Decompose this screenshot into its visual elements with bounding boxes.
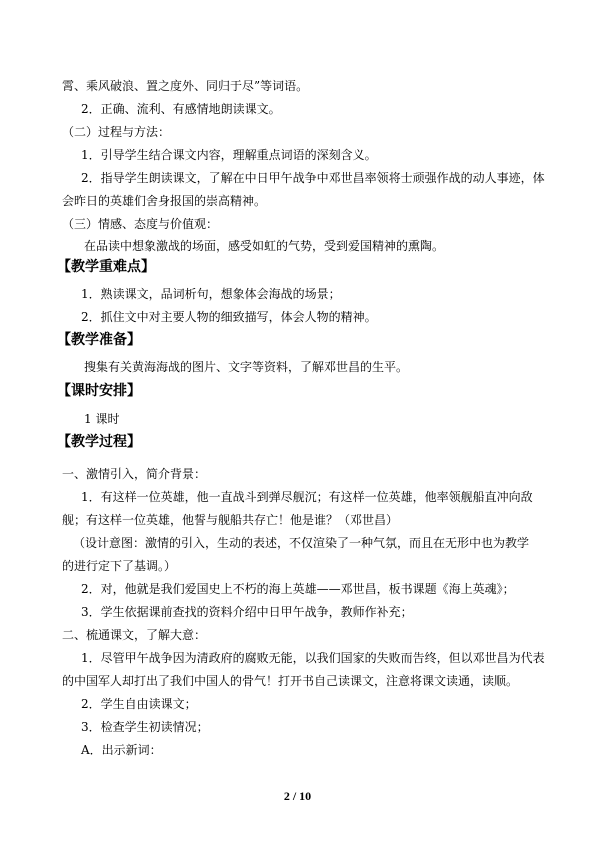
- text-line: 3．检查学生初读情况；: [81, 720, 209, 734]
- text-line: A．出示新词：: [81, 743, 162, 757]
- text-line: 1．熟读课文，品词析句，想象体会海战的场景；: [81, 287, 341, 301]
- text-line: （设计意图：激情的引入，生动的表述，不仅渲染了一种气氛，而且在无形中也为教学: [73, 536, 530, 550]
- heading-key-points: 【教学重难点】: [57, 259, 155, 275]
- text-line: 会昨日的英雄们舍身报国的崇高精神。: [62, 194, 267, 208]
- section-label: （二）过程与方法：: [62, 125, 171, 139]
- text-line: 在品读中想象激战的场面，感受如虹的气势，受到爱国精神的熏陶。: [84, 239, 445, 253]
- text-line: 的进行定下了基调。）: [62, 559, 177, 573]
- text-line: 1．引导学生结合课文内容，理解重点词语的深刻含义。: [81, 148, 377, 162]
- text-line: 2．对，他就是我们爱国史上不朽的海上英雄——邓世昌，板书课题《海上英魂》；: [81, 582, 515, 596]
- section-label: 一、激情引入，简介背景：: [62, 467, 207, 481]
- section-label: （三）情感、态度与价值观：: [62, 217, 219, 231]
- text-line: 2．指导学生朗读课文，了解在中日甲午战争中邓世昌率领将士顽强作战的动人事迹，体: [81, 171, 545, 185]
- text-line: 的中国军人却打出了我们中国人的骨气！打开书自己读课文，注意将课文读通，读顺。: [62, 674, 519, 688]
- text-line: 1．有这样一位英雄，他一直战斗到弹尽舰沉；有这样一位英雄，他率领舰船直冲向敌: [81, 490, 533, 504]
- heading-schedule: 【课时安排】: [57, 383, 141, 399]
- text-line: 2．学生自由读课文；: [81, 697, 197, 711]
- text-line: 2．正确、流利、有感情地朗读课文。: [81, 102, 281, 116]
- text-line: 霄、乘风破浪、置之度外、同归于尽”等词语。: [62, 79, 309, 93]
- text-line: 3．学生依据课前查找的资料介绍中日甲午战争，教师作补充；: [81, 605, 413, 619]
- heading-process: 【教学过程】: [57, 434, 141, 450]
- text-line: 舰；有这样一位英雄，他誓与舰船共存亡！他是谁？（邓世昌）: [62, 513, 399, 527]
- page-number: 2 / 10: [283, 789, 312, 803]
- text-line: 1 课时: [84, 412, 120, 426]
- text-line: 1．尽管甲午战争因为清政府的腐败无能，以我们国家的失败而告终，但以邓世昌为代表: [81, 651, 545, 665]
- heading-preparation: 【教学准备】: [57, 332, 141, 348]
- section-label: 二、梳通课文，了解大意：: [62, 628, 207, 642]
- text-line: 搜集有关黄海海战的图片、文字等资料，了解邓世昌的生平。: [84, 360, 409, 374]
- text-line: 2．抓住文中对主要人物的细致描写，体会人物的精神。: [81, 310, 377, 324]
